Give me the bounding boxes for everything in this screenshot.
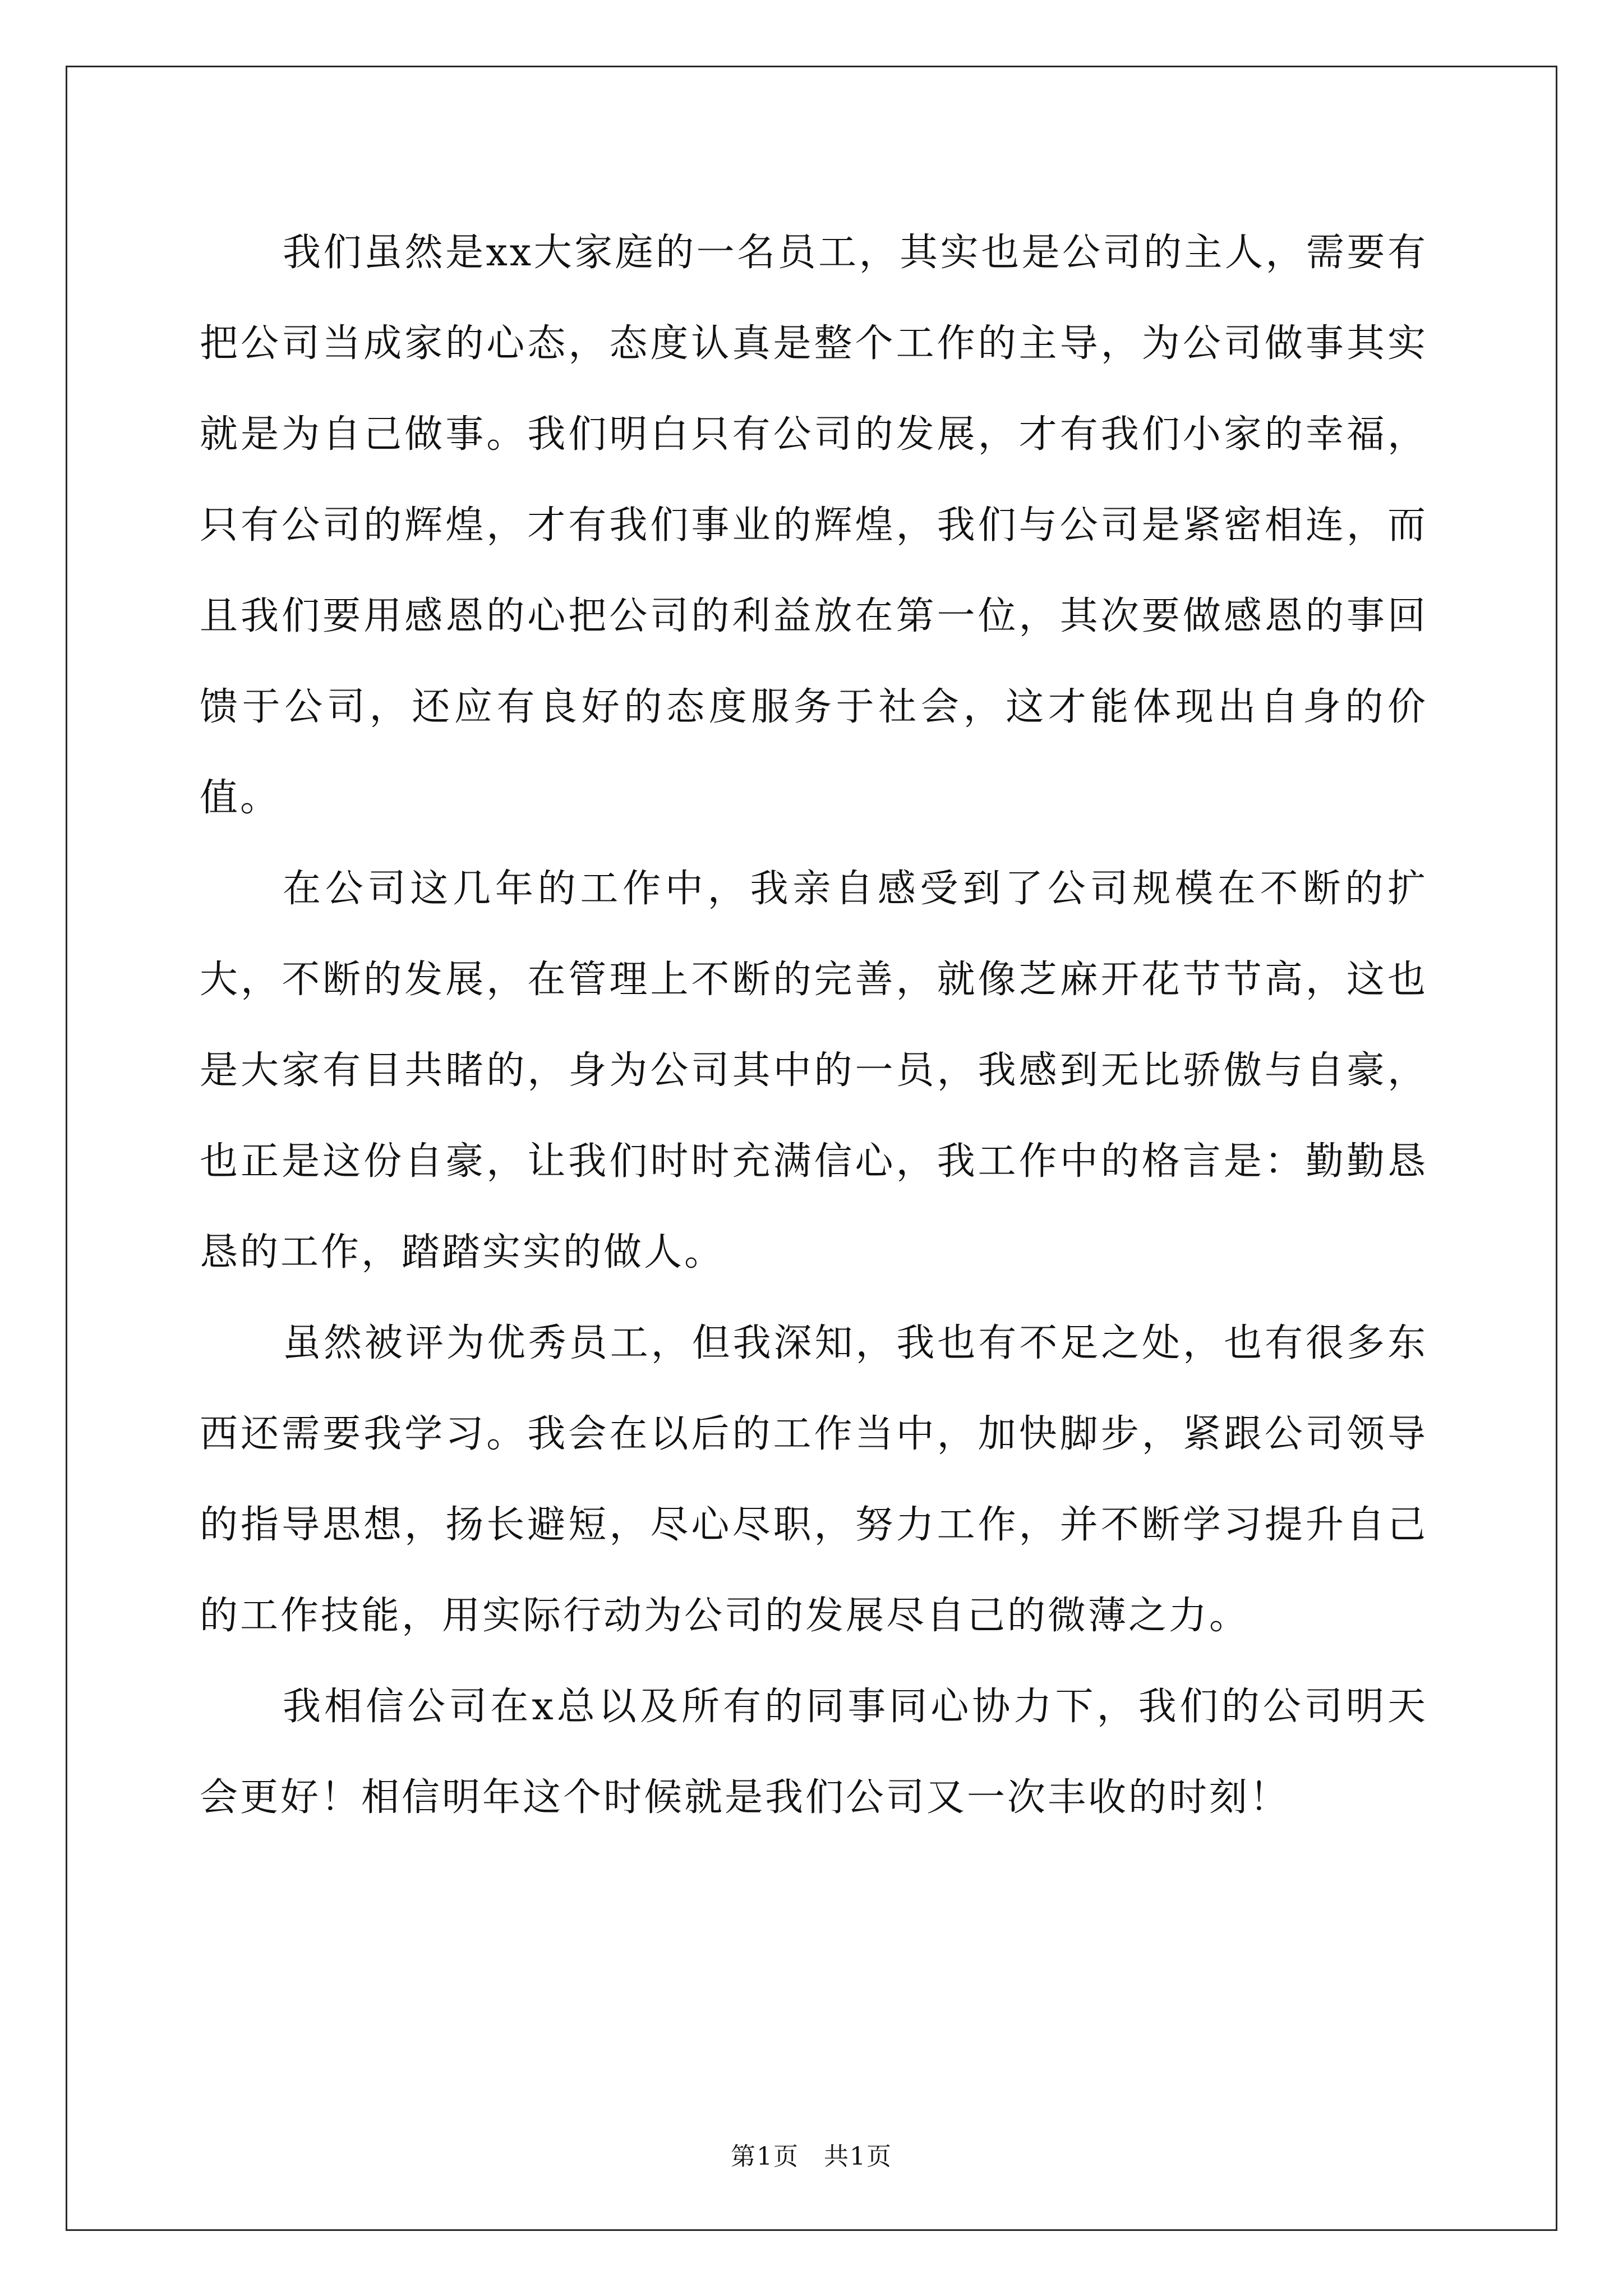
paragraph-3: 虽然被评为优秀员工，但我深知，我也有不足之处，也有很多东西还需要我学习。我会在以后的工作当中，加快脚步，紧跟公司领导的指导思想，扬长避短，尽心尽职，努力工作，并不断学习提升自己的工作技能，用实际行动为公司的发展尽自己的微薄之力。: [200, 1321, 1428, 1638]
paragraph-1: 我们虽然是xx大家庭的一名员工，其实也是公司的主人，需要有把公司当成家的心态，态度认真是整个工作的主导，为公司做事其实就是为自己做事。我们明白只有公司的发展，才有我们小家的幸福，只有公司的辉煌，才有我们事业的辉煌，我们与公司是紧密相连，而且我们要用感恩的心把公司的利益放在第一位，其次要做感恩的事回馈于公司，还应有良好的态度服务于社会，这才能体现出自身的价值。: [200, 231, 1428, 820]
paragraph-2: 在公司这几年的工作中，我亲自感受到了公司规模在不断的扩大，不断的发展，在管理上不断的完善，就像芝麻开花节节高，这也是大家有目共睹的，身为公司其中的一员，我感到无比骄傲与自豪，也正是这份自豪，让我们时时充满信心，我工作中的格言是：勤勤恳恳的工作，踏踏实实的做人。: [200, 867, 1428, 1274]
document-body: [200, 208, 1428, 1843]
page-number-current: 第1页: [731, 2142, 799, 2171]
paragraph-4: 我相信公司在x总以及所有的同事同心协力下，我们的公司明天会更好！相信明年这个时候就是我们公司又一次丰收的时刻！: [200, 1685, 1428, 1820]
page-number-total: 共1页: [824, 2142, 892, 2171]
page-footer: [0, 2136, 1623, 2172]
